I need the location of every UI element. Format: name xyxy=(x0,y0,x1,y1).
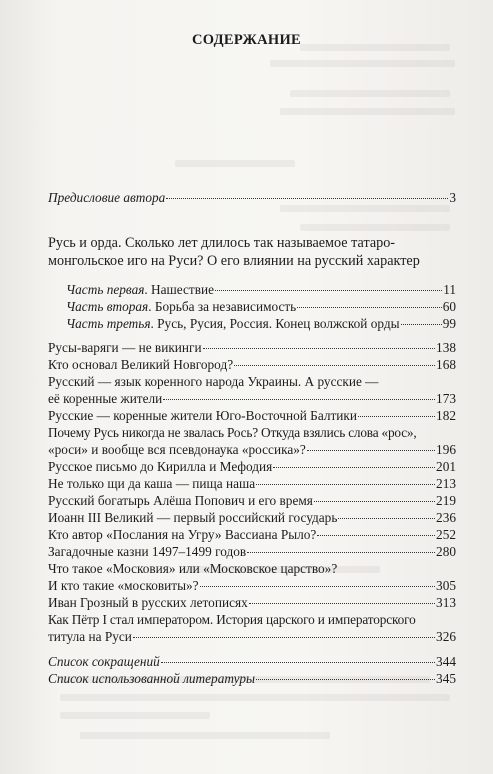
part-label: Часть третья xyxy=(66,316,151,331)
toc-entry-title: Список использованной литературы xyxy=(48,671,255,686)
dot-leader xyxy=(307,440,435,451)
toc-entry[interactable] xyxy=(48,475,456,492)
toc-page-number: 280 xyxy=(436,544,456,559)
toc-page-number: 252 xyxy=(436,527,456,542)
toc-entry-title: Русские — коренные жители Юго-Восточной Балтики xyxy=(48,408,357,423)
section-heading-line-2: монгольское иго на Руси? О его влиянии на русский характер xyxy=(48,253,420,269)
toc-entry[interactable] xyxy=(48,407,456,424)
toc-page-number: 201 xyxy=(436,459,456,474)
toc-page-number: 11 xyxy=(443,282,456,297)
toc-page-number: 168 xyxy=(436,357,456,372)
toc-page-number: 196 xyxy=(436,442,456,457)
toc-entry[interactable] xyxy=(48,594,456,611)
toc-page-number: 236 xyxy=(436,510,456,525)
dot-leader xyxy=(317,525,435,536)
toc-entry-part-3[interactable] xyxy=(66,315,456,332)
toc-entry[interactable] xyxy=(48,356,456,373)
toc-entry-title: Предисловие автора xyxy=(48,190,166,205)
toc-entry-line-1: Как Пётр I стал императором. История царского и императорского xyxy=(48,612,416,627)
dot-leader xyxy=(401,314,442,325)
toc-entry-title: «роси» и вообще вся псевдонаука «россика»? xyxy=(48,442,306,457)
toc-entry-title: Список сокращений xyxy=(48,654,160,669)
toc-page-number: 138 xyxy=(436,340,456,355)
toc-page-number: 3 xyxy=(449,190,456,205)
dot-leader xyxy=(203,338,435,349)
dot-leader xyxy=(256,474,435,485)
toc-entry[interactable] xyxy=(48,390,456,407)
part-title: . Нашествие xyxy=(144,282,215,297)
toc-entry-title: Кто основал Великий Новгород? xyxy=(48,357,234,372)
part-title: . Русь, Русия, Россия. Конец волжской орды xyxy=(150,316,400,331)
toc-entry-title: Загадочные казни 1497–1499 годов xyxy=(48,544,247,559)
dot-leader xyxy=(358,406,435,417)
toc-entry-part-1[interactable] xyxy=(66,281,456,298)
toc-entry-abbreviations[interactable] xyxy=(48,653,456,670)
toc-entry[interactable] xyxy=(48,339,456,356)
part-label: Часть вторая xyxy=(66,299,149,314)
part-title: . Борьба за независимость xyxy=(148,299,297,314)
toc-entry-bibliography[interactable] xyxy=(48,670,456,687)
toc-page-number: 326 xyxy=(436,629,456,644)
toc-entry-title: Русы-варяги — не викинги xyxy=(48,340,202,355)
toc-entry-title: Русское письмо до Кирилла и Мефодия xyxy=(48,459,273,474)
toc-entry-line-1: Что такое «Московия» или «Московское царство»? xyxy=(48,561,338,576)
toc-entry[interactable] xyxy=(48,458,456,475)
toc-entry-title: её коренные жители xyxy=(48,391,163,406)
toc-entry-preface[interactable] xyxy=(48,189,456,206)
toc-entry[interactable] xyxy=(48,543,456,560)
toc-entry-line-1: Почему Русь никогда не звалась Рось? Откуда взялись слова «рос», xyxy=(48,425,417,440)
dot-leader xyxy=(161,652,435,663)
toc-entry[interactable] xyxy=(48,577,456,594)
dot-leader xyxy=(247,542,435,553)
toc-entry[interactable] xyxy=(48,628,456,645)
dot-leader xyxy=(133,627,435,638)
toc-entry[interactable] xyxy=(48,509,456,526)
toc-entry-title: Не только щи да каша — пища наша xyxy=(48,476,256,491)
toc-page-number: 182 xyxy=(436,408,456,423)
toc-entry-title: титула на Руси xyxy=(48,629,132,644)
toc-page-number: 313 xyxy=(436,595,456,610)
dot-leader xyxy=(215,280,442,291)
toc-entry[interactable] xyxy=(48,526,456,543)
toc-page-number: 305 xyxy=(436,578,456,593)
toc-page-number: 60 xyxy=(442,299,456,314)
dot-leader xyxy=(273,457,435,468)
toc-entry-line-1: Русский — язык коренного народа Украины. А русские — xyxy=(48,374,379,389)
section-heading-line-1: Русь и орда. Сколько лет длилось так называемое татаро- xyxy=(48,235,396,251)
dot-leader xyxy=(256,669,435,680)
toc-entry-part-2[interactable] xyxy=(66,298,456,315)
toc-entry-title: Кто автор «Послания на Угру» Вассиана Рыло? xyxy=(48,527,317,542)
dot-leader xyxy=(166,188,448,199)
toc-page-number: 173 xyxy=(436,391,456,406)
dot-leader xyxy=(163,389,435,400)
toc-page-number: 344 xyxy=(436,654,456,669)
toc-entry-title: Иван Грозный в русских летописях xyxy=(48,595,248,610)
toc-page-number: 219 xyxy=(436,493,456,508)
dot-leader xyxy=(338,508,435,519)
dot-leader xyxy=(234,355,435,366)
dot-leader xyxy=(249,593,435,604)
dot-leader xyxy=(297,297,441,308)
dot-leader xyxy=(200,576,435,587)
toc-entry-title: Иоанн III Великий — первый российский государь xyxy=(48,510,338,525)
toc-page-number: 99 xyxy=(442,316,456,331)
page-title: СОДЕРЖАНИЕ xyxy=(191,32,302,48)
toc-entry-title: Русский богатырь Алёша Попович и его время xyxy=(48,493,313,508)
toc-entry-title: И кто такие «московиты»? xyxy=(48,578,199,593)
dot-leader xyxy=(314,491,435,502)
part-label: Часть первая xyxy=(66,282,145,297)
toc-page-number: 213 xyxy=(436,476,456,491)
toc-entry[interactable] xyxy=(48,441,456,458)
toc-page-number: 345 xyxy=(436,671,456,686)
toc-entry[interactable] xyxy=(48,492,456,509)
